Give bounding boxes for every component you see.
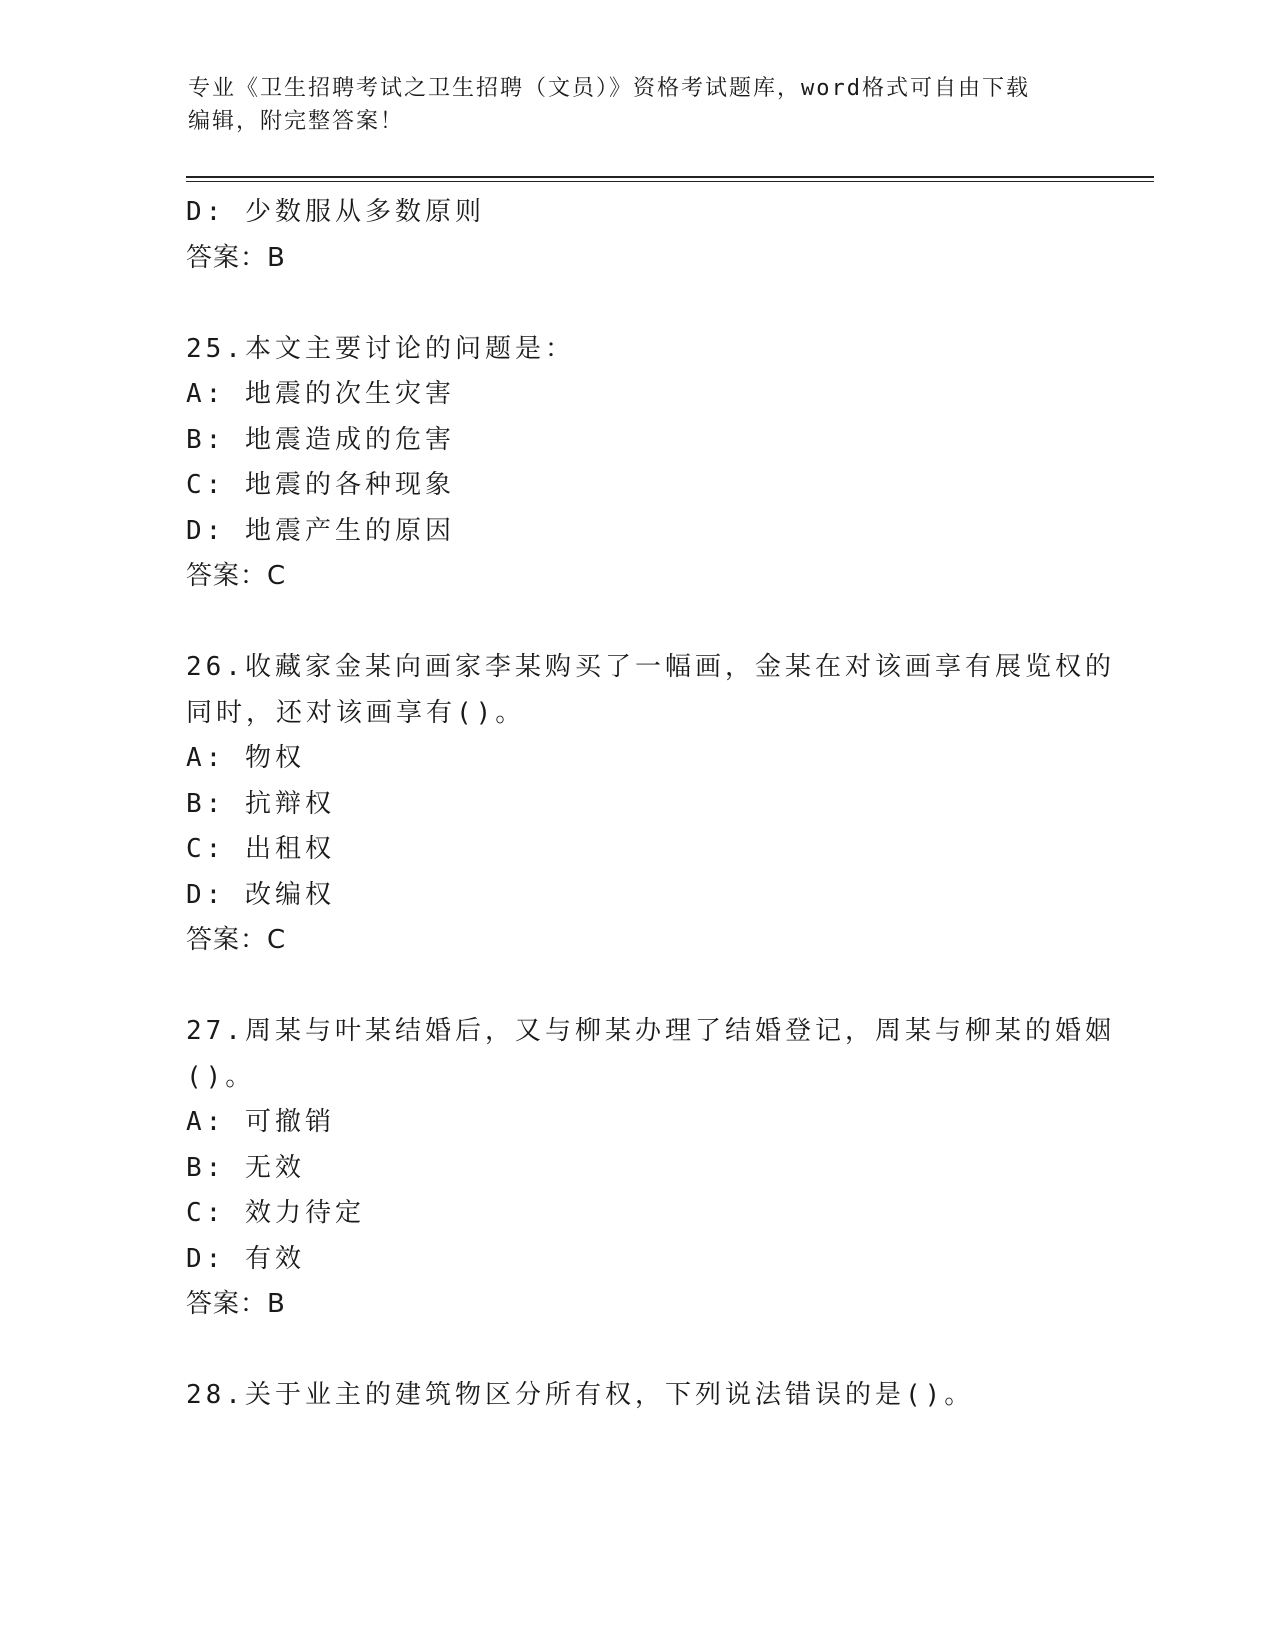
spacer xyxy=(186,964,1086,1010)
option-c: C: 效力待定 xyxy=(186,1198,365,1228)
header-line-2: 编辑，附完整答案！ xyxy=(188,109,405,134)
option-a: A: 可撤销 xyxy=(186,1107,335,1137)
header-divider-thin xyxy=(186,181,1154,182)
header-line-1: 专业《卫生招聘考试之卫生招聘（文员）》资格考试题库，word格式可自由下载 xyxy=(188,76,1030,101)
question-text-line-2: 同时，还对该画享有()。 xyxy=(186,697,526,728)
option-a: A: 物权 xyxy=(186,743,305,773)
answer-line: 答案：B xyxy=(186,1289,286,1319)
question-text-line-2: ()。 xyxy=(186,1061,256,1092)
question-25 xyxy=(186,327,1086,600)
spacer xyxy=(186,1328,1086,1374)
spacer xyxy=(186,281,1086,327)
question-list xyxy=(186,190,1115,1419)
header-divider-thick xyxy=(186,176,1154,178)
option-b: B: 无效 xyxy=(186,1152,305,1183)
question-text: 25.本文主要讨论的问题是： xyxy=(186,333,575,364)
option-c: C: 地震的各种现象 xyxy=(186,470,455,500)
option-d: D: 有效 xyxy=(186,1243,305,1274)
option-b: B: 地震造成的危害 xyxy=(186,424,455,455)
question-text-line-1: 26.收藏家金某向画家李某购买了一幅画，金某在对该画享有展览权的 xyxy=(186,652,1115,682)
option-d: D: 少数服从多数原则 xyxy=(186,197,485,227)
option-d: D: 改编权 xyxy=(186,879,335,910)
question-text: 28.关于业主的建筑物区分所有权，下列说法错误的是()。 xyxy=(186,1380,975,1410)
answer-line: 答案：B xyxy=(186,242,286,273)
question-28 xyxy=(186,1373,1086,1419)
option-d: D: 地震产生的原因 xyxy=(186,515,455,546)
option-b: B: 抗辩权 xyxy=(186,788,335,819)
question-27 xyxy=(186,1009,1115,1328)
document-header xyxy=(188,72,1088,138)
question-text-line-1: 27.周某与叶某结婚后，又与柳某办理了结婚登记，周某与柳某的婚姻 xyxy=(186,1016,1115,1046)
option-a: A: 地震的次生灾害 xyxy=(186,379,455,409)
answer-line: 答案：C xyxy=(186,925,287,955)
question-26 xyxy=(186,645,1115,964)
option-c: C: 出租权 xyxy=(186,834,335,864)
answer-line: 答案：C xyxy=(186,561,287,591)
spacer xyxy=(186,600,1086,646)
question-24 xyxy=(186,190,1086,281)
